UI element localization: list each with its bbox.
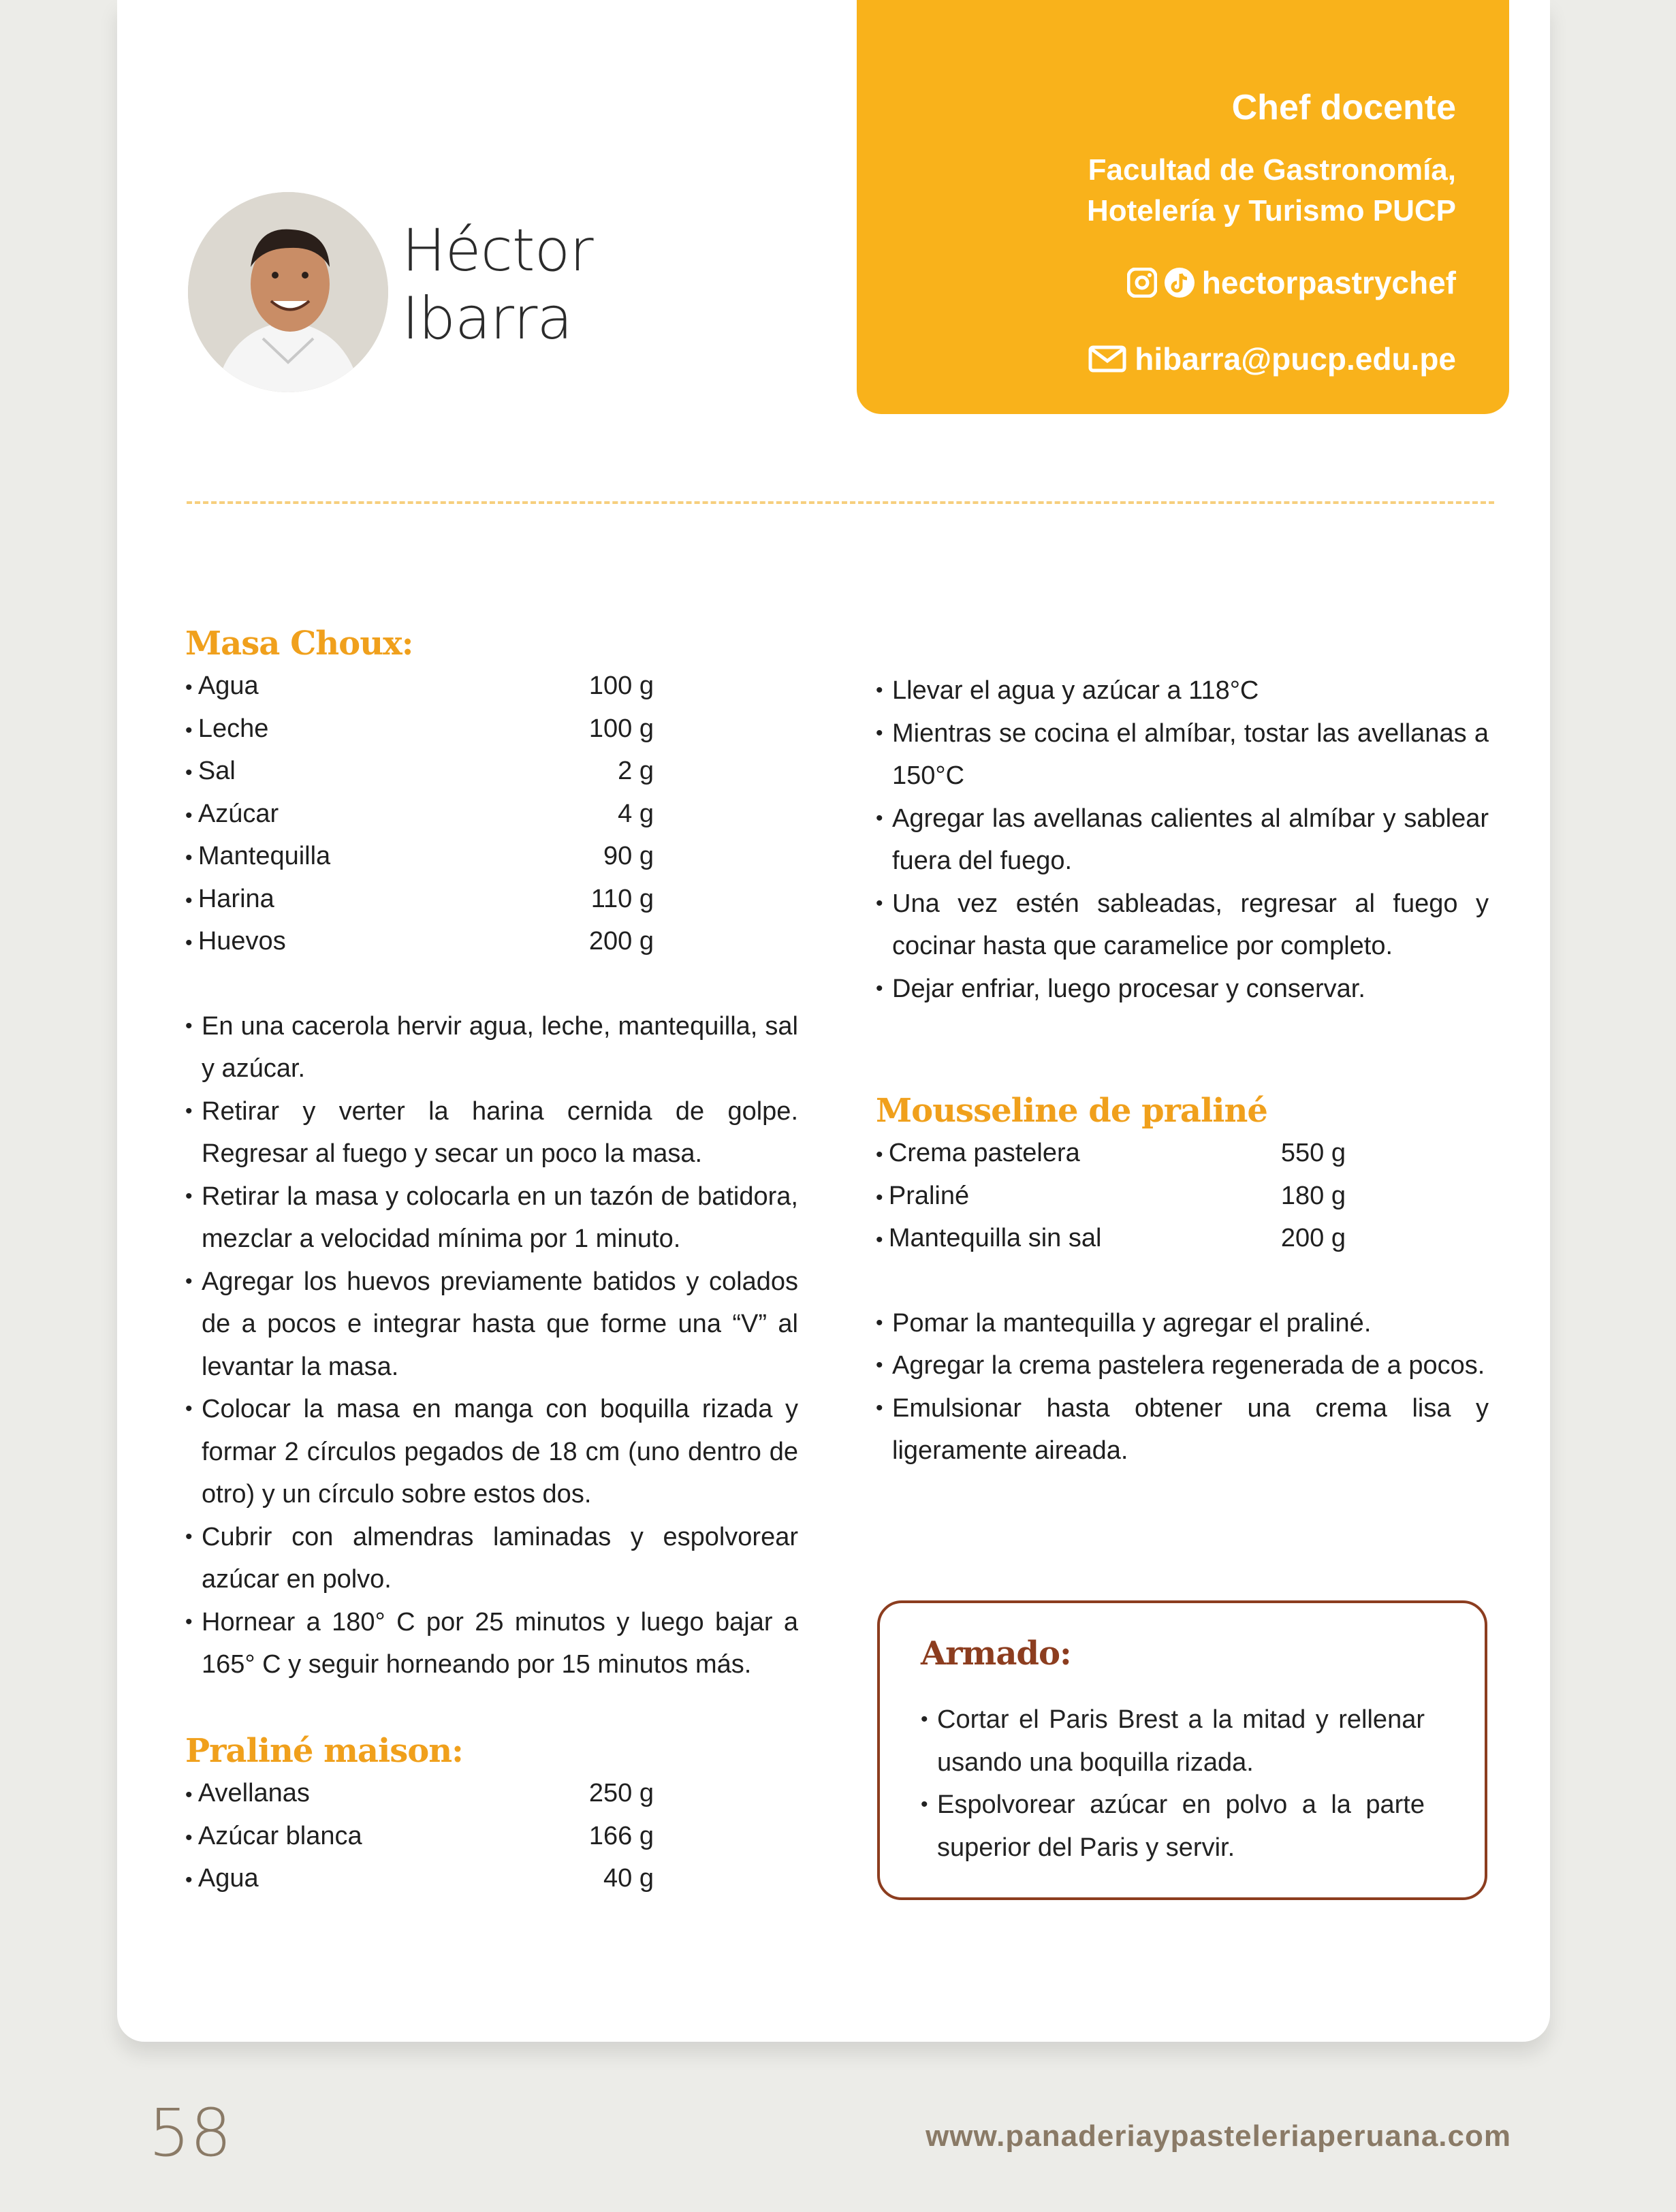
chef-role: Chef docente <box>1231 88 1456 127</box>
chef-faculty <box>1087 150 1456 232</box>
step-item: • Agregar las avellanas calientes al almíbar y sablear fuera del fuego. <box>876 797 1489 883</box>
ingredient-name: • Avellanas <box>185 1772 310 1815</box>
step-item: • Agregar la crema pastelera regenerada de a pocos. <box>876 1344 1489 1387</box>
faculty-line-2: Hotelería y Turismo PUCP <box>1087 194 1456 227</box>
step-item: • Agregar los huevos previamente batidos y colados de a pocos e integrar hasta que forme una “V” al levantar la masa. <box>185 1261 798 1389</box>
ingredient-row <box>185 708 654 750</box>
ingredient-qty: 4 g <box>618 799 654 828</box>
praline-ingredients <box>185 1772 654 1900</box>
step-item: • Cubrir con almendras laminadas y espolvorear azúcar en polvo. <box>185 1516 798 1601</box>
ingredient-qty: 550 g <box>1280 1139 1346 1167</box>
step-item: • En una cacerola hervir agua, leche, mantequilla, sal y azúcar. <box>185 1005 798 1090</box>
praline-title: Praliné maison: <box>185 1732 463 1770</box>
ingredient-name: • Azúcar blanca <box>185 1815 362 1858</box>
chef-photo <box>188 192 388 392</box>
ingredient-name: • Azúcar <box>185 793 279 836</box>
masa-choux-section <box>185 622 798 1686</box>
step-item: • Cortar el Paris Brest a la mitad y rellenar usando una boquilla rizada. <box>921 1698 1425 1784</box>
masa-choux-ingredients <box>185 665 654 963</box>
ingredient-row <box>185 920 654 963</box>
ingredient-qty: 40 g <box>603 1864 654 1893</box>
step-item: • Retirar la masa y colocarla en un tazón de batidora, mezclar a velocidad mínima por 1 minuto. <box>185 1175 798 1261</box>
ingredient-qty: 100 g <box>588 672 654 700</box>
page-number: 58 <box>148 2095 232 2171</box>
faculty-line-1: Facultad de Gastronomía, <box>1088 153 1456 187</box>
ingredient-name: • Praliné <box>876 1175 969 1218</box>
step-item: • Emulsionar hasta obtener una crema lisa y ligeramente aireada. <box>876 1387 1489 1472</box>
ingredient-name: • Leche <box>185 708 268 750</box>
ingredient-name: • Sal <box>185 750 236 793</box>
ingredient-name: • Huevos <box>185 920 286 963</box>
ingredient-row <box>185 665 654 708</box>
mail-icon <box>1088 345 1126 373</box>
ingredient-row <box>185 750 654 793</box>
step-item: • Llevar el agua y azúcar a 118°C <box>876 669 1489 712</box>
ingredient-name: • Agua <box>185 665 259 708</box>
instagram-icon <box>1127 268 1157 298</box>
dashed-divider <box>187 501 1494 504</box>
praline-section <box>185 1730 654 1900</box>
step-item: • Hornear a 180° C por 25 minutos y luego bajar a 165° C y seguir horneando por 15 minutos más. <box>185 1601 798 1686</box>
chef-first-name: Héctor <box>402 217 593 285</box>
mousseline-ingredients <box>876 1132 1346 1260</box>
ingredient-row <box>185 878 654 921</box>
tiktok-icon <box>1164 267 1195 298</box>
ingredient-row <box>876 1217 1346 1260</box>
chef-last-name: Ibarra <box>402 285 573 353</box>
ingredient-row <box>185 1772 654 1815</box>
step-item: • Colocar la masa en manga con boquilla rizada y formar 2 círculos pegados de 18 cm (uno dentro de otro) y un círculo sobre estos dos. <box>185 1388 798 1516</box>
ingredient-qty: 200 g <box>1280 1224 1346 1252</box>
ingredient-row <box>185 835 654 878</box>
praline-steps-section <box>876 669 1489 1010</box>
ingredient-name: • Crema pastelera <box>876 1132 1080 1175</box>
armado-title: Armado: <box>921 1634 1071 1673</box>
ingredient-name: • Agua <box>185 1857 259 1900</box>
ingredient-row <box>185 793 654 836</box>
ingredient-name: • Mantequilla <box>185 835 330 878</box>
masa-choux-steps <box>185 1005 798 1686</box>
email-address: hibarra@pucp.edu.pe <box>1135 341 1456 377</box>
ingredient-qty: 200 g <box>588 927 654 955</box>
social-handle-row[interactable] <box>1127 264 1456 301</box>
ingredient-qty: 166 g <box>588 1821 654 1850</box>
armado-box <box>877 1600 1487 1900</box>
ingredient-row <box>185 1815 654 1858</box>
website-link[interactable]: www.panaderiaypasteleriaperuana.com <box>926 2119 1511 2153</box>
ingredient-qty: 100 g <box>588 714 654 743</box>
step-item: • Retirar y verter la harina cernida de golpe. Regresar al fuego y secar un poco la masa. <box>185 1090 798 1175</box>
ingredient-row <box>876 1175 1346 1218</box>
ingredient-name: • Mantequilla sin sal <box>876 1217 1101 1260</box>
mousseline-steps <box>876 1302 1489 1472</box>
ingredient-row <box>185 1857 654 1900</box>
step-item: • Mientras se cocina el almíbar, tostar las avellanas a 150°C <box>876 712 1489 797</box>
chef-name <box>402 217 593 353</box>
email-row[interactable] <box>1088 341 1456 377</box>
mousseline-section <box>876 1090 1489 1472</box>
armado-steps <box>921 1698 1425 1869</box>
step-item: • Pomar la mantequilla y agregar el praliné. <box>876 1302 1489 1345</box>
ingredient-row <box>876 1132 1346 1175</box>
mousseline-title: Mousseline de praliné <box>876 1092 1267 1130</box>
step-item: • Una vez estén sableadas, regresar al fuego y cocinar hasta que caramelice por completo. <box>876 883 1489 968</box>
ingredient-qty: 250 g <box>588 1779 654 1807</box>
praline-steps <box>876 669 1489 1010</box>
ingredient-qty: 110 g <box>590 884 654 913</box>
masa-choux-title: Masa Choux: <box>185 625 413 663</box>
ingredient-qty: 90 g <box>603 842 654 870</box>
social-handle: hectorpastrychef <box>1201 265 1456 300</box>
ingredient-name: • Harina <box>185 878 274 921</box>
ingredient-qty: 2 g <box>618 757 654 785</box>
step-item: • Dejar enfriar, luego procesar y conservar. <box>876 968 1489 1011</box>
chef-info-box <box>857 0 1509 414</box>
step-item: • Espolvorear azúcar en polvo a la parte superior del Paris y servir. <box>921 1784 1425 1869</box>
ingredient-qty: 180 g <box>1280 1181 1346 1210</box>
